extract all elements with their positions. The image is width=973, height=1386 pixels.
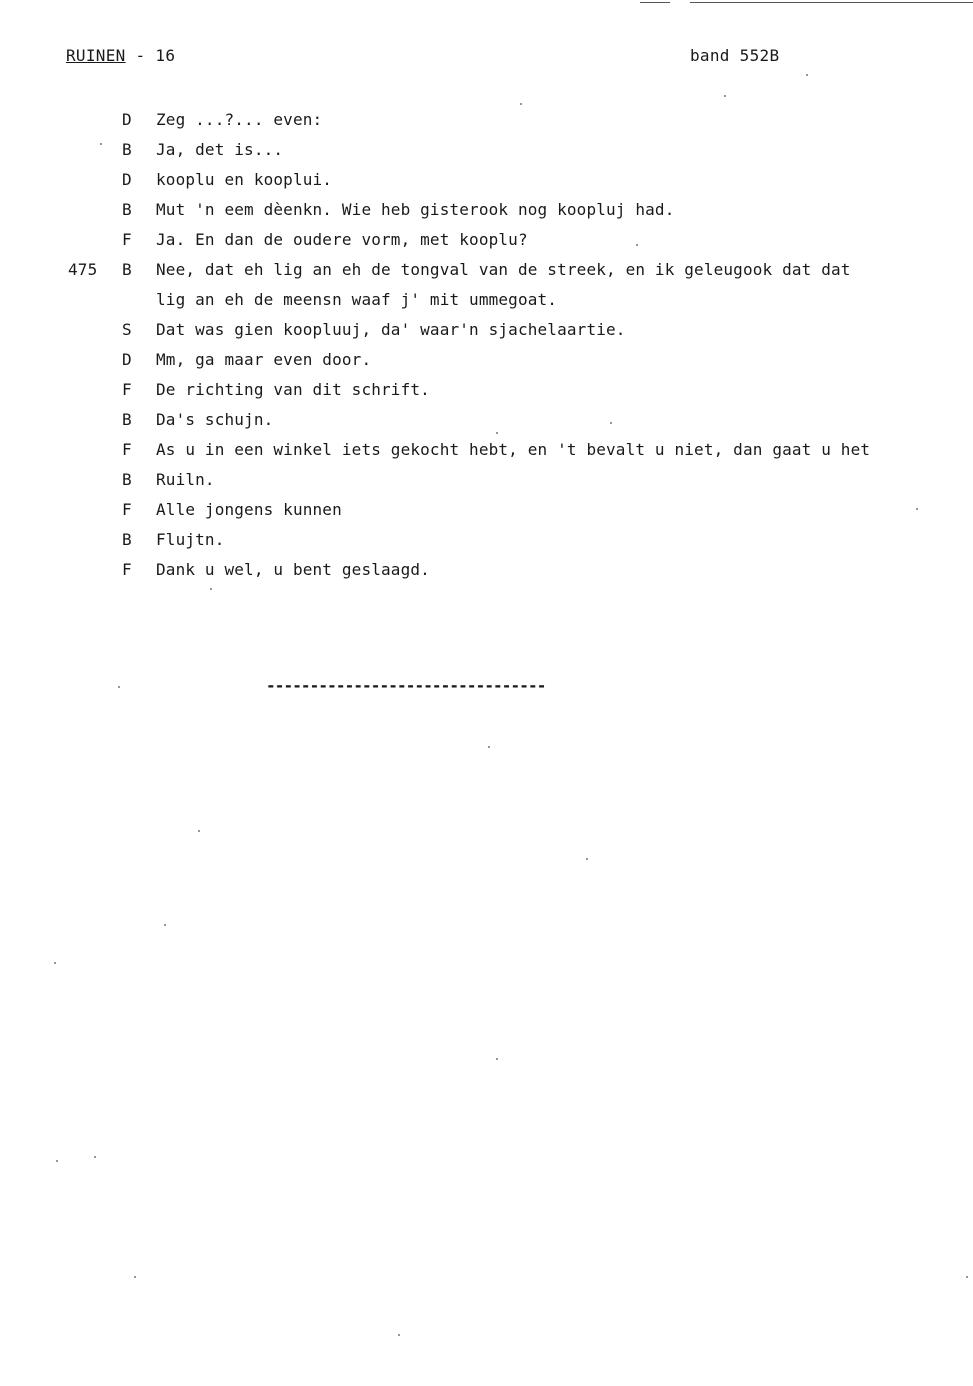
scan-speck [164, 924, 166, 926]
speaker-code: F [122, 560, 132, 579]
transcript-line [0, 225, 973, 255]
speaker-code: B [122, 140, 132, 159]
document-title: RUINEN [66, 46, 126, 65]
scan-speck [520, 103, 522, 105]
transcript-line [0, 405, 973, 435]
utterance-text: Flujtn. [156, 530, 225, 549]
scan-speck [56, 1160, 58, 1162]
transcript-line [0, 465, 973, 495]
utterance-text: Mm, ga maar even door. [156, 350, 372, 369]
speaker-code: F [122, 380, 132, 399]
utterance-text: Dank u wel, u bent geslaagd. [156, 560, 430, 579]
speaker-code: D [122, 170, 132, 189]
transcript-line [0, 105, 973, 135]
utterance-text: Ruiln. [156, 470, 215, 489]
utterance-text: Mut 'n eem dèenkn. Wie heb gisterook nog koopluj had. [156, 200, 675, 219]
speaker-code: S [122, 320, 132, 339]
speaker-code: F [122, 500, 132, 519]
transcript-line [0, 435, 973, 465]
top-edge-mark [640, 2, 670, 3]
scan-speck [134, 1276, 136, 1278]
scan-speck [210, 588, 212, 590]
scan-speck [636, 244, 638, 246]
top-edge-rule [690, 2, 973, 3]
speaker-code: B [122, 410, 132, 429]
transcript-line [0, 285, 973, 315]
scan-speck [488, 746, 490, 748]
scan-speck [724, 95, 726, 97]
margin-line-number: 475 [68, 260, 98, 279]
transcript-line [0, 525, 973, 555]
scan-speck [118, 686, 120, 688]
scan-speck [806, 74, 808, 76]
speaker-code: D [122, 110, 132, 129]
transcript-line [0, 375, 973, 405]
transcript-line [0, 165, 973, 195]
end-rule: -------------------------------- [266, 676, 546, 695]
scan-speck [496, 432, 498, 434]
scan-speck [398, 1334, 400, 1336]
utterance-text: As u in een winkel iets gekocht hebt, en 't bevalt u niet, dan gaat u het [156, 440, 871, 459]
speaker-code: B [122, 200, 132, 219]
utterance-text: Alle jongens kunnen [156, 500, 342, 519]
utterance-text: De richting van dit schrift. [156, 380, 430, 399]
utterance-text: Ja, det is... [156, 140, 284, 159]
transcript-line [0, 135, 973, 165]
scan-speck [198, 830, 200, 832]
utterance-text: Nee, dat eh lig an eh de tongval van de streek, en ik geleugook dat dat [156, 260, 851, 279]
scan-speck [100, 143, 102, 145]
scan-speck [966, 1276, 968, 1278]
utterance-text: Dat was gien koopluuj, da' waar'n sjachelaartie. [156, 320, 626, 339]
utterance-text: Da's schujn. [156, 410, 274, 429]
transcript [0, 105, 973, 585]
transcript-line [0, 495, 973, 525]
band-label: band 552B [690, 46, 780, 65]
speaker-code: B [122, 530, 132, 549]
scan-speck [54, 962, 56, 964]
speaker-code: F [122, 440, 132, 459]
speaker-code: F [122, 230, 132, 249]
transcript-line [0, 255, 973, 285]
scan-speck [916, 508, 918, 510]
transcript-line [0, 315, 973, 345]
utterance-text: lig an eh de meensn waaf j' mit ummegoat. [156, 290, 558, 309]
utterance-text: Zeg ...?... even: [156, 110, 323, 129]
scan-speck [610, 422, 612, 424]
transcript-line [0, 195, 973, 225]
scan-speck [496, 1058, 498, 1060]
page-header-left [66, 46, 175, 65]
speaker-code: B [122, 260, 132, 279]
utterance-text: Ja. En dan de oudere vorm, met kooplu? [156, 230, 528, 249]
utterance-text: kooplu en kooplui. [156, 170, 333, 189]
scan-speck [586, 858, 588, 860]
speaker-code: D [122, 350, 132, 369]
transcript-line [0, 345, 973, 375]
scan-speck [94, 1156, 96, 1158]
page-number: - 16 [125, 46, 176, 65]
transcript-line [0, 555, 973, 585]
speaker-code: B [122, 470, 132, 489]
